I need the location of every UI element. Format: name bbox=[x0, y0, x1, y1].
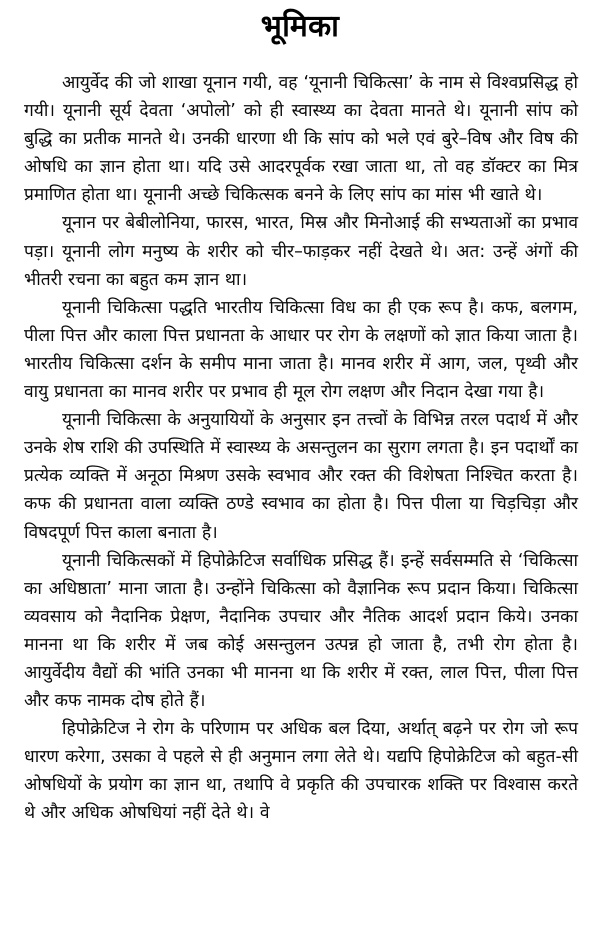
paragraph: यूनान पर बेबीलोनिया, फारस, भारत, मिस्र और मिनोआई की सभ्यताओं का प्रभाव पड़ा। यूनानी लोग मनुष्य के शरीर को चीर–फाड़कर नहीं देखते थे। अत: उन्हें अंगों की भीतरी रचना का बहुत कम ज्ञान था। bbox=[24, 213, 578, 290]
page-title: भूमिका bbox=[260, 9, 340, 44]
paragraph: यूनानी चिकित्सा के अनुयायियों के अनुसार इन तत्त्वों के विभिन्न तरल पदार्थ में और उनके शेष राशि की उपस्थिति में स्वास्थ्य के असन्तुलन का सुराग लगता है। इन पदार्थों का प्रत्येक व्यक्ति में अनूठा मिश्रण उसके स्वभाव और रक्त की विशेषता निश्चित करता है। कफ की प्रधानता वाला व्यक्ति ठण्डे स्वभाव का होता है। पित्त पीला या चिड़चिड़ा और विषदपूर्ण पित्त काला बनाता है। bbox=[24, 410, 578, 543]
paragraph: यूनानी चिकित्सा पद्धति भारतीय चिकित्सा विध का ही एक रूप है। कफ, बलगम, पीला पित्त और काला पित्त प्रधानता के आधार पर रोग के लक्षणों को ज्ञात किया जाता है। भारतीय चिकित्सा दर्शन के समीप माना जाता है। मानव शरीर में आग, जल, पृथ्वी और वायु प्रधानता का मानव शरीर पर प्रभाव ही मूल रोग लक्षण और निदान देखा गया है। bbox=[24, 297, 578, 403]
paragraph: यूनानी चिकित्सकों में हिपोक्रेटिज सर्वाधिक प्रसिद्ध हैं। इन्हें सर्वसम्मति से ‘चिकित्सा का अधिष्ठाता’ माना जाता है। उन्होंने चिकित्सा को वैज्ञानिक रूप प्रदान किया। चिकित्सा व्यवसाय को नैदानिक प्रेक्षण, नैदानिक उपचार और नैतिक आदर्श प्रदान किये। उनका मानना था कि शरीर में जब कोई असन्तुलन उत्पन्न हो जाता है, तभी रोग होता है। आयुर्वेदीय वैद्यों की भांति उनका भी मानना था कि शरीर में रक्त, लाल पित्त, पीला पित्त और कफ नामक दोष होते हैं। bbox=[24, 550, 578, 712]
paragraph: आयुर्वेद की जो शाखा यूनान गयी, वह ‘यूनानी चिकित्सा’ के नाम से विश्वप्रसिद्ध हो गयी। यूनानी सूर्य देवता ‘अपोलो’ को ही स्वास्थ्य का देवता मानते थे। यूनानी सांप को बुद्धि का प्रतीक मानते थे। उनकी धारणा थी कि सांप को भले एवं बुरे–विष और विष की ओषधि का ज्ञान होता था। यदि उसे आदरपूर्वक रखा जाता था, तो वह डॉक्टर का मित्र प्रमाणित होता था। यूनानी अच्छे चिकित्सक बनने के लिए सांप का मांस भी खाते थे। bbox=[24, 73, 578, 206]
body-text-block bbox=[0, 69, 600, 828]
paragraph: हिपोक्रेटिज ने रोग के परिणाम पर अधिक बल दिया, अर्थात् बढ़ने पर रोग जो रूप धारण करेगा, उसका वे पहले से ही अनुमान लगा लेते थे। यद्यपि हिपोक्रेटिज को बहुत-सी ओषधियों के प्रयोग का ज्ञान था, तथापि वे प्रकृति की उपचारक शक्ति पर विश्वास करते थे और अधिक ओषधियां नहीं देते थे। वे bbox=[24, 719, 578, 824]
